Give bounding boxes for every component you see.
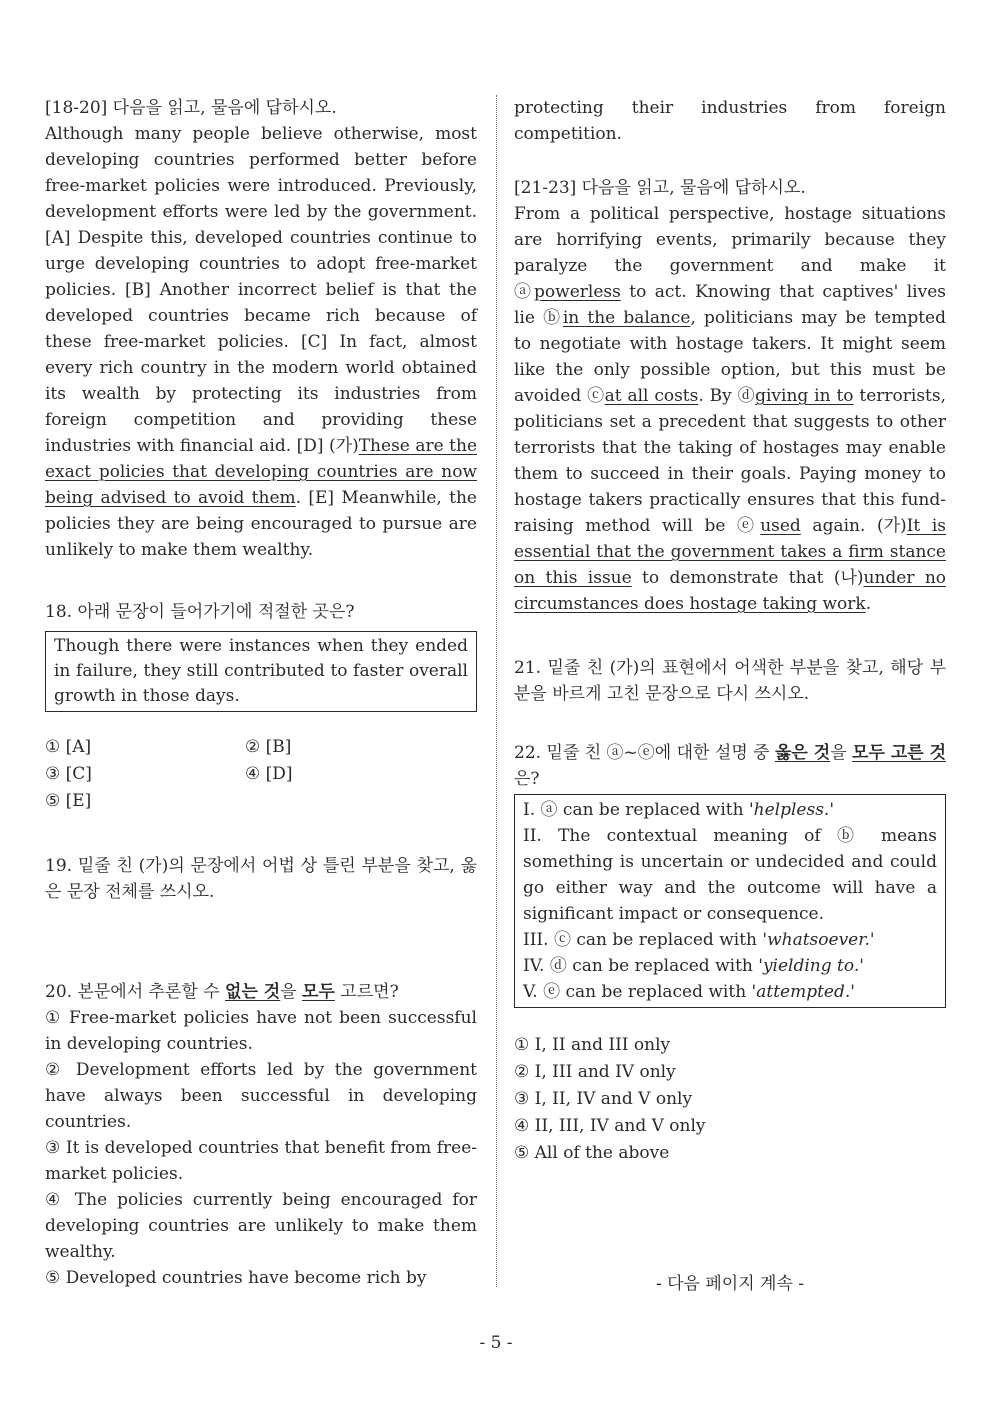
answer-option: ④ II, III, IV and V only: [514, 1116, 706, 1136]
statement-item: III. ⓒ can be replaced with 'whatsoever.': [523, 930, 875, 950]
statement-item: IV. ⓓ can be replaced with 'yielding to.': [523, 956, 864, 976]
page-number: - 5 -: [479, 1333, 513, 1353]
passage-continuation: protecting their industries from foreign competition.: [514, 98, 946, 144]
question-20-title: 20. 본문에서 추론할 수 없는 것을 모두 고르면?: [45, 982, 399, 1002]
statement-item: II. The contextual meaning of ⓑ means something is uncertain or undecided and could go either way and the outcome will have a significant impact or consequence.: [523, 826, 937, 924]
question-20-options: [45, 1005, 477, 1291]
answer-option: ③ [C]: [45, 764, 92, 784]
answer-option: ⑤ Developed countries have become rich by: [45, 1268, 427, 1288]
answer-option: ⑤ [E]: [45, 791, 92, 811]
answer-option: ⑤ All of the above: [514, 1143, 670, 1163]
answer-option: ② [B]: [245, 737, 292, 757]
reading-passage-21-23: From a political perspective, hostage situations are horrifying events, primarily because they paralyze the government and make it ⓐpowerless to act. Knowing that captives' lives lie ⓑin the balance, politicians may be tempted to negotiate with hostage takers. It might seem like the only possible option, but this must be avoided ⓒat all costs. By ⓓgiving in to terrorists, politicians set a precedent that suggests to other terrorists that the taking of hostages may enable them to succeed in their goals. Paying money to hostage takers practically ensures that this fund-raising method will be ⓔused again. (가)It is essential that the government takes a firm stance on this issue to demonstrate that (나)under no circumstances does hostage taking work.: [514, 204, 947, 614]
reading-passage-18-20: Although many people believe otherwise, most developing countries performed better before free-market policies were introduced. Previously, development efforts were led by the government. [A] Despite this, developed countries continue to urge developing countries to adopt free-market policies. [B] Another incorrect belief is that the developed countries became rich because of these free-market policies. [C] In fact, almost every rich country in the modern world obtained its wealth by protecting its industries from foreign competition and providing these industries with financial aid. [D] (가)These are the exact policies that developing countries are now being advised to avoid them. [E] Meanwhile, the policies they are being encouraged to pursue are unlikely to make them wealthy.: [45, 124, 478, 560]
answer-option: ④ The policies currently being encouraged for developing countries are unlikely to make them wealthy.: [45, 1190, 477, 1262]
question-22-statements-box: [514, 794, 946, 1008]
answer-option: ③ It is developed countries that benefit from free-market policies.: [45, 1138, 477, 1184]
column-divider: [496, 95, 497, 1287]
left-column: [45, 95, 477, 1291]
answer-option: ② Development efforts led by the government have always been successful in developing countries.: [45, 1060, 477, 1132]
question-18-sentence: Though there were instances when they ended in failure, they still contributed to faster overall growth in those days.: [54, 636, 468, 706]
right-column: [514, 95, 946, 1297]
answer-option: ① Free-market policies have not been successful in developing countries.: [45, 1008, 477, 1054]
answer-option: ③ I, II, IV and V only: [514, 1089, 693, 1109]
statement-item: V. ⓔ can be replaced with 'attempted.': [523, 982, 855, 1002]
question-18-sentence-box: [45, 631, 477, 712]
answer-option: ④ [D]: [245, 764, 293, 784]
statement-item: I. ⓐ can be replaced with 'helpless.': [523, 800, 835, 820]
section-header-18-20: [18-20] 다음을 읽고, 물음에 답하시오.: [45, 98, 337, 118]
section-header-21-23: [21-23] 다음을 읽고, 물음에 답하시오.: [514, 178, 806, 198]
answer-option: ① [A]: [45, 737, 92, 757]
answer-option: ① I, II and III only: [514, 1035, 671, 1055]
question-19-title: 19. 밑줄 친 (가)의 문장에서 어법 상 틀린 부분을 찾고, 옳은 문장 전체를 쓰시오.: [45, 856, 477, 902]
question-18-title: 18. 아래 문장이 들어가기에 적절한 곳은?: [45, 602, 355, 622]
question-21-title: 21. 밑줄 친 (가)의 표현에서 어색한 부분을 찾고, 해당 부분을 바르게 고친 문장으로 다시 쓰시오.: [514, 658, 946, 704]
question-18-options: [45, 734, 477, 815]
question-22-options: [514, 1032, 946, 1167]
answer-option: ② I, III and IV only: [514, 1062, 676, 1082]
continue-note: - 다음 페이지 계속 -: [655, 1274, 805, 1294]
question-22-title: 22. 밑줄 친 ⓐ~ⓔ에 대한 설명 중 옳은 것을 모두 고른 것은?: [514, 743, 947, 789]
